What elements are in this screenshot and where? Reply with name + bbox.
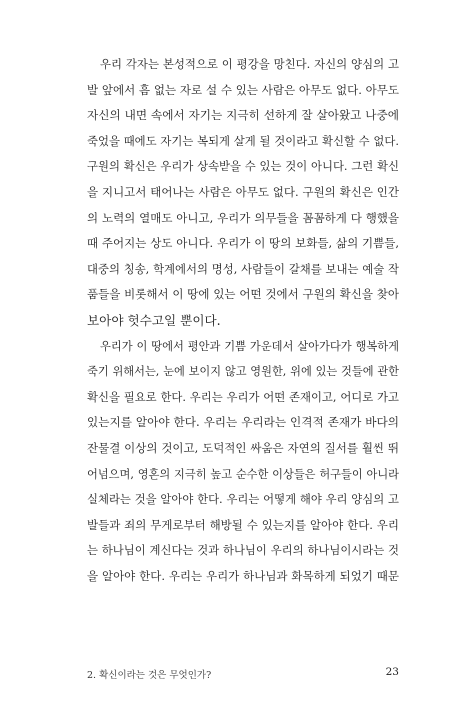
running-footer: 2. 확신이라는 것은 무엇인가? <box>87 670 212 681</box>
text-line: 보아야 헛수고일 뿐이다. <box>87 312 221 328</box>
body-text <box>87 52 399 589</box>
text-line: 실체라는 것을 알아야 한다. 우리는 어떻게 해야 우리 양심의 고 <box>87 492 399 507</box>
text-line: 잔물결 이상의 것이고, 도덕적인 싸움은 자연의 질서를 훨씬 뛰 <box>87 440 399 455</box>
text-line: 우리가 이 땅에서 평안과 기쁨 가운데서 살아가다가 행복하게 <box>100 339 399 353</box>
text-line: 확신을 필요로 한다. 우리는 우리가 어떤 존재이고, 어디로 가고 <box>87 389 399 404</box>
text-line: 발 앞에서 흠 없는 자로 설 수 있는 사람은 아무도 없다. 아무도 <box>87 82 399 97</box>
text-line: 죽기 위해서는, 눈에 보이지 않고 영원한, 위에 있는 것들에 관한 <box>87 365 399 379</box>
text-line: 자신의 내면 속에서 자기는 지극히 선하게 잘 살아왔고 나중에 <box>87 108 399 123</box>
text-line: 는 하나님이 계신다는 것과 하나님이 우리의 하나님이시라는 것 <box>87 543 399 558</box>
text-line: 을 알아야 한다. 우리는 우리가 하나님과 화목하게 되었기 때문 <box>87 568 399 583</box>
text-line: 어넘으며, 영혼의 지극히 높고 순수한 이상들은 허구들이 아니라 <box>87 467 399 481</box>
text-line: 의 노력의 열매도 아니고, 우리가 의무들을 꼼꼼하게 다 행했을 <box>87 210 399 225</box>
text-line: 구원의 확신은 우리가 상속받을 수 있는 것이 아니다. 그런 확신 <box>87 159 399 174</box>
page-number: 23 <box>385 666 399 678</box>
text-line: 때 주어지는 상도 아니다. 우리가 이 땅의 보화들, 삶의 기쁨들, <box>87 236 399 251</box>
text-line: 을 지니고서 태어나는 사람은 아무도 없다. 구원의 확신은 인간 <box>87 184 399 199</box>
text-line: 발들과 죄의 무게로부터 해방될 수 있는지를 알아야 한다. 우리 <box>87 517 399 532</box>
text-line: 죽었을 때에도 자기는 복되게 살게 될 것이라고 확신할 수 없다. <box>87 133 399 148</box>
text-line: 대중의 칭송, 학계에서의 명성, 사람들이 갈채를 보내는 예술 작 <box>87 261 399 276</box>
text-line: 품들을 비롯해서 이 땅에 있는 어떤 것에서 구원의 확신을 찾아 <box>87 287 399 302</box>
text-line: 있는지를 알아야 한다. 우리는 우리라는 인격적 존재가 바다의 <box>87 415 399 430</box>
text-line: 우리 각자는 본성적으로 이 평강을 망친다. 자신의 양심의 고 <box>100 57 399 71</box>
